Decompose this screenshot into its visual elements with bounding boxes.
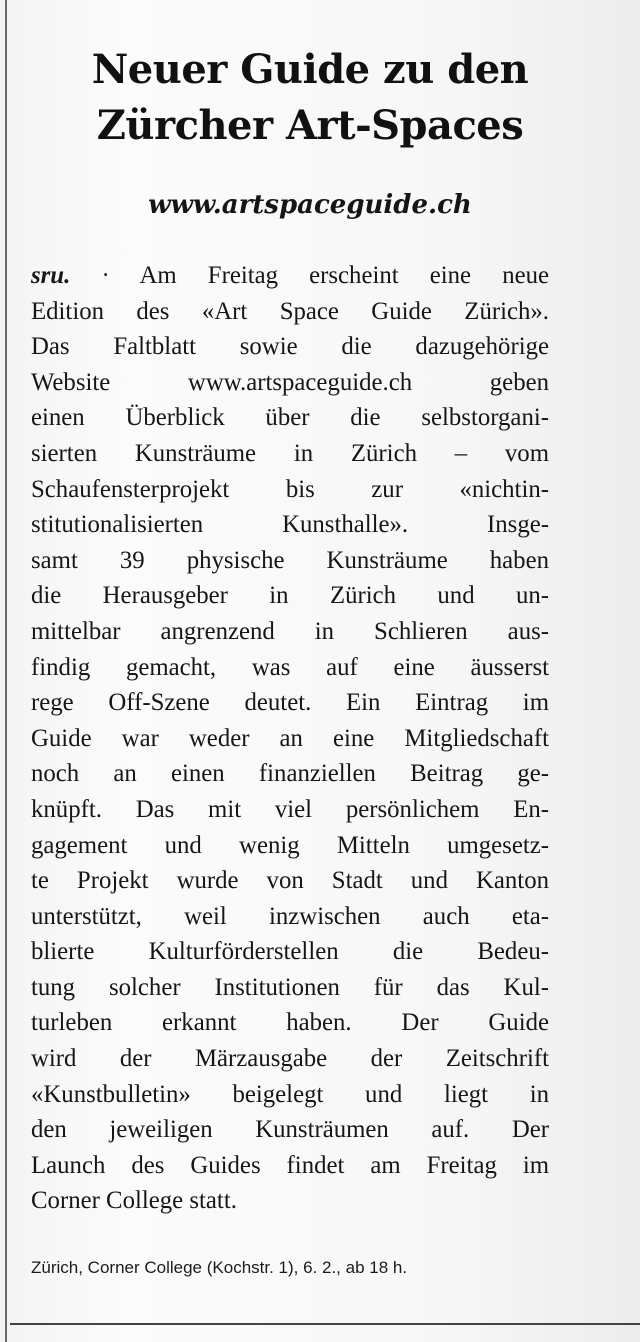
headline xyxy=(20,42,600,154)
body-line-text: · Am Freitag erscheint eine neue xyxy=(101,262,550,289)
body-line: Das Faltblatt sowie die dazugehörige xyxy=(31,333,549,361)
body-line: Edition des «Art Space Guide Zürich». xyxy=(31,297,549,325)
body-line xyxy=(31,258,549,294)
body-line: knüpft. Das mit viel persönlichem En- xyxy=(31,795,549,823)
body-line: einen Überblick über die selbstorgani- xyxy=(31,404,549,432)
body-line: die Herausgeber in Zürich und un- xyxy=(31,582,549,610)
body-line: Guide war weder an eine Mitgliedschaft xyxy=(31,724,549,752)
article-body xyxy=(31,258,549,1219)
body-line: den jeweiligen Kunsträumen auf. Der xyxy=(31,1116,549,1144)
body-line: sierten Kunsträume in Zürich – vom xyxy=(31,439,549,467)
body-line: findig gemacht, was auf eine äusserst xyxy=(31,653,549,681)
event-info: Zürich, Corner College (Kochstr. 1), 6. 2., ab 18 h. xyxy=(31,1258,408,1277)
body-line: Schaufensterprojekt bis zur «nichtin- xyxy=(31,475,549,503)
body-line: rege Off-Szene deutet. Ein Eintrag im xyxy=(31,689,549,717)
body-line: Corner College statt. xyxy=(31,1187,237,1215)
body-line: «Kunstbulletin» beigelegt und liegt in xyxy=(31,1080,549,1108)
body-line: Launch des Guides findet am Freitag im xyxy=(31,1151,549,1179)
author-initials: sru. xyxy=(31,262,71,289)
body-line: mittelbar angrenzend in Schlieren aus- xyxy=(31,617,549,645)
body-line: Website www.artspaceguide.ch geben xyxy=(31,368,549,396)
column-divider-left xyxy=(5,0,7,1342)
body-line: te Projekt wurde von Stadt und Kanton xyxy=(31,867,549,895)
body-line: samt 39 physische Kunsträume haben xyxy=(31,546,549,574)
body-line: stitutionalisierten Kunsthalle». Insge- xyxy=(31,511,549,539)
body-line: noch an einen finanziellen Beitrag ge- xyxy=(31,760,549,788)
body-line: turleben erkannt haben. Der Guide xyxy=(31,1009,549,1037)
body-line: unterstützt, weil inzwischen auch eta- xyxy=(31,902,549,930)
headline-line-1: Neuer Guide zu den xyxy=(91,46,529,93)
subheadline-url: www.artspaceguide.ch xyxy=(148,190,472,220)
bottom-divider xyxy=(10,1323,640,1325)
body-line: wird der Märzausgabe der Zeitschrift xyxy=(31,1045,549,1073)
body-line: tung solcher Institutionen für das Kul- xyxy=(31,973,549,1001)
body-line: blierte Kulturförderstellen die Bedeu- xyxy=(31,938,549,966)
body-line: gagement und wenig Mitteln umgesetz- xyxy=(31,831,549,859)
headline-line-2: Zürcher Art-Spaces xyxy=(96,102,524,149)
